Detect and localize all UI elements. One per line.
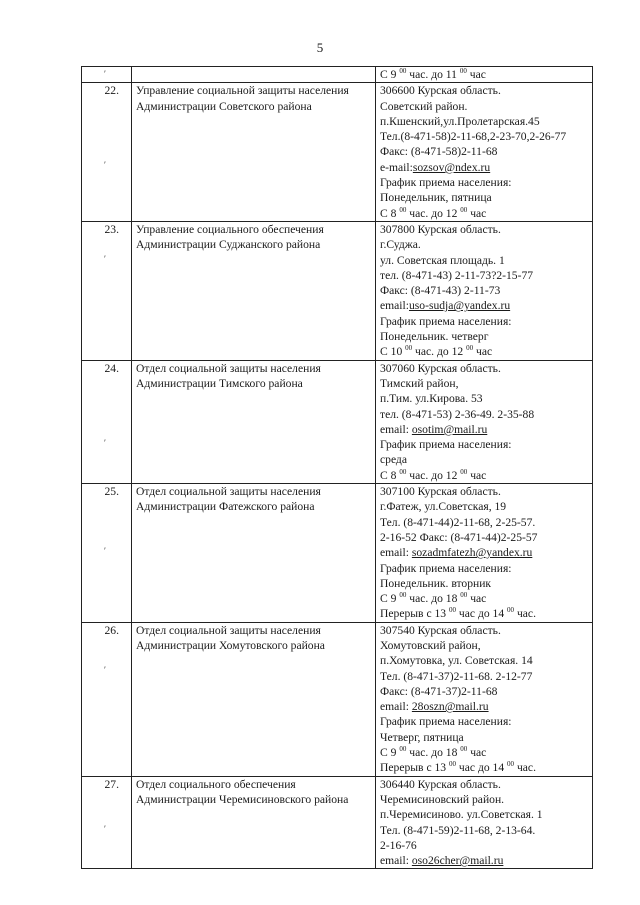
- address-line: п.Кшенский,ул.Пролетарская.45: [380, 114, 540, 128]
- continuation-info-cell: [376, 67, 593, 83]
- department-name: Управление социального обеспечения Администрации Суджанского района: [136, 222, 324, 252]
- schedule-title: График приема населения:: [380, 438, 512, 452]
- row-number-cell: [82, 622, 132, 776]
- department-name-cell: [132, 83, 376, 222]
- pen-mark: ′: [104, 253, 106, 264]
- contact-info-cell: [376, 622, 593, 776]
- pen-mark: ′: [104, 546, 106, 557]
- row-number: 22.: [104, 84, 119, 98]
- social-services-table: [81, 66, 593, 869]
- department-name: Управление социальной защиты населения Администрации Советского района: [136, 84, 349, 113]
- schedule-hours: С 9 $^{00}$ час. до 18 $^{00}$ час: [380, 745, 487, 760]
- department-name-cell: [132, 622, 376, 776]
- address-line: п.Черемисиново. ул.Советская. 1: [380, 808, 543, 822]
- department-name: Отдел социальной защиты населения Администрации Тимского района: [136, 361, 321, 390]
- schedule-title: График приема населения:: [380, 314, 512, 328]
- department-name: Отдел социальной защиты населения Администрации Хомутовского района: [136, 623, 325, 652]
- contact-info-cell: [376, 360, 593, 483]
- address-line: г.Суджа.: [380, 238, 421, 252]
- phone-line: тел. (8-471-53) 2-36-49. 2-35-88: [380, 407, 535, 421]
- schedule-title: График приема населения:: [380, 176, 512, 190]
- continuation-row: [82, 67, 593, 83]
- schedule-title: График приема населения:: [380, 561, 512, 575]
- row-number: 24.: [104, 361, 119, 375]
- schedule-break: Перерыв с 13 $^{00}$ час до 14 $^{00}$ час.: [380, 760, 536, 775]
- email-line[interactable]: e-mail:sozsov@ndex.ru: [380, 160, 491, 174]
- schedule-hours: С 8 $^{00}$ час. до 12 $^{00}$ час: [380, 205, 487, 220]
- continuation-schedule: С 9 $^{00}$ час. до 11 $^{00}$ час: [380, 67, 486, 81]
- contact-info-cell: [376, 484, 593, 623]
- row-number-cell: [82, 484, 132, 623]
- schedule-break: Перерыв с 13 $^{00}$ час до 14 $^{00}$ час.: [380, 606, 536, 621]
- email-line[interactable]: email: sozadmfatezh@yandex.ru: [380, 546, 533, 560]
- table-row: [82, 622, 593, 776]
- address-line: Тимский район,: [380, 376, 459, 390]
- phone-line: тел. (8-471-43) 2-11-73?2-15-77: [380, 268, 534, 282]
- row-number-cell: [82, 360, 132, 483]
- table-row: [82, 360, 593, 483]
- fax-line: 2-16-52 Факс: (8-471-44)2-25-57: [380, 530, 538, 544]
- schedule-days: Четверг, пятница: [380, 730, 464, 744]
- schedule-days: Понедельник. четверг: [380, 330, 489, 344]
- address-line: 307540 Курская область.: [380, 623, 501, 637]
- fax-line: 2-16-76: [380, 838, 417, 852]
- address-line: 307060 Курская область.: [380, 361, 501, 375]
- continuation-number-cell: [82, 67, 132, 83]
- fax-line: Факс: (8-471-43) 2-11-73: [380, 284, 501, 298]
- schedule-hours: С 8 $^{00}$ час. до 12 $^{00}$ час: [380, 467, 487, 482]
- contact-info-cell: [376, 83, 593, 222]
- row-number-cell: [82, 776, 132, 869]
- contact-info-cell: [376, 776, 593, 869]
- schedule-days: Понедельник, пятница: [380, 191, 492, 205]
- row-number: 26.: [104, 623, 119, 637]
- department-name-cell: [132, 776, 376, 869]
- table-row: [82, 83, 593, 222]
- row-number-cell: [82, 83, 132, 222]
- address-line: Хомутовский район,: [380, 638, 481, 652]
- continuation-name-cell: [132, 67, 376, 83]
- table-body: [82, 67, 593, 869]
- phone-line: Тел. (8-471-44)2-11-68, 2-25-57.: [380, 515, 536, 529]
- row-number-cell: [82, 221, 132, 360]
- phone-line: Тел. (8-471-59)2-11-68, 2-13-64.: [380, 823, 536, 837]
- pen-mark: ′: [104, 437, 106, 448]
- email-line[interactable]: email: oso26cher@mail.ru: [380, 854, 504, 868]
- address-line: Советский район.: [380, 99, 468, 113]
- address-line: п.Хомутовка, ул. Советская. 14: [380, 654, 533, 668]
- email-line[interactable]: email: 28oszn@mail.ru: [380, 700, 489, 714]
- department-name-cell: [132, 484, 376, 623]
- pen-mark: ′: [104, 69, 106, 79]
- address-line: г.Фатеж, ул.Советская, 19: [380, 500, 507, 514]
- table-row: [82, 484, 593, 623]
- address-line: ул. Советская площадь. 1: [380, 253, 505, 267]
- schedule-days: среда: [380, 453, 407, 467]
- schedule-days: Понедельник. вторник: [380, 576, 492, 590]
- department-name: Отдел социального обеспечения Администрации Черемисиновского района: [136, 777, 349, 806]
- schedule-hours: С 9 $^{00}$ час. до 18 $^{00}$ час: [380, 591, 487, 606]
- department-name: Отдел социальной защиты населения Администрации Фатежского района: [136, 485, 321, 514]
- address-line: 307100 Курская область.: [380, 485, 501, 499]
- schedule-title: График приема населения:: [380, 715, 512, 729]
- email-line[interactable]: email: osotim@mail.ru: [380, 422, 488, 436]
- page-number: 5: [316, 40, 324, 55]
- table-row: [82, 776, 593, 869]
- row-number: 25.: [104, 485, 119, 499]
- pen-mark: ′: [104, 823, 106, 834]
- address-line: 306440 Курская область.: [380, 777, 501, 791]
- pen-mark: ′: [104, 664, 106, 675]
- table-row: [82, 221, 593, 360]
- department-name-cell: [132, 221, 376, 360]
- pen-mark: ′: [104, 160, 106, 171]
- phone-line: Тел. (8-471-37)2-11-68. 2-12-77: [380, 669, 533, 683]
- fax-line: Факс: (8-471-58)2-11-68: [380, 145, 498, 159]
- row-number: 27.: [104, 777, 119, 791]
- contact-info-cell: [376, 221, 593, 360]
- fax-line: Факс: (8-471-37)2-11-68: [380, 684, 498, 698]
- address-line: Черемисиновский район.: [380, 792, 505, 806]
- row-number: 23.: [104, 222, 119, 236]
- schedule-hours: С 10 $^{00}$ час. до 12 $^{00}$ час: [380, 344, 493, 359]
- address-line: п.Тим. ул.Кирова. 53: [380, 392, 483, 406]
- department-name-cell: [132, 360, 376, 483]
- address-line: 307800 Курская область.: [380, 222, 501, 236]
- phone-line: Тел.(8-471-58)2-11-68,2-23-70,2-26-77: [380, 130, 567, 144]
- email-line[interactable]: email:uso-sudja@yandex.ru: [380, 299, 511, 313]
- address-line: 306600 Курская область.: [380, 84, 501, 98]
